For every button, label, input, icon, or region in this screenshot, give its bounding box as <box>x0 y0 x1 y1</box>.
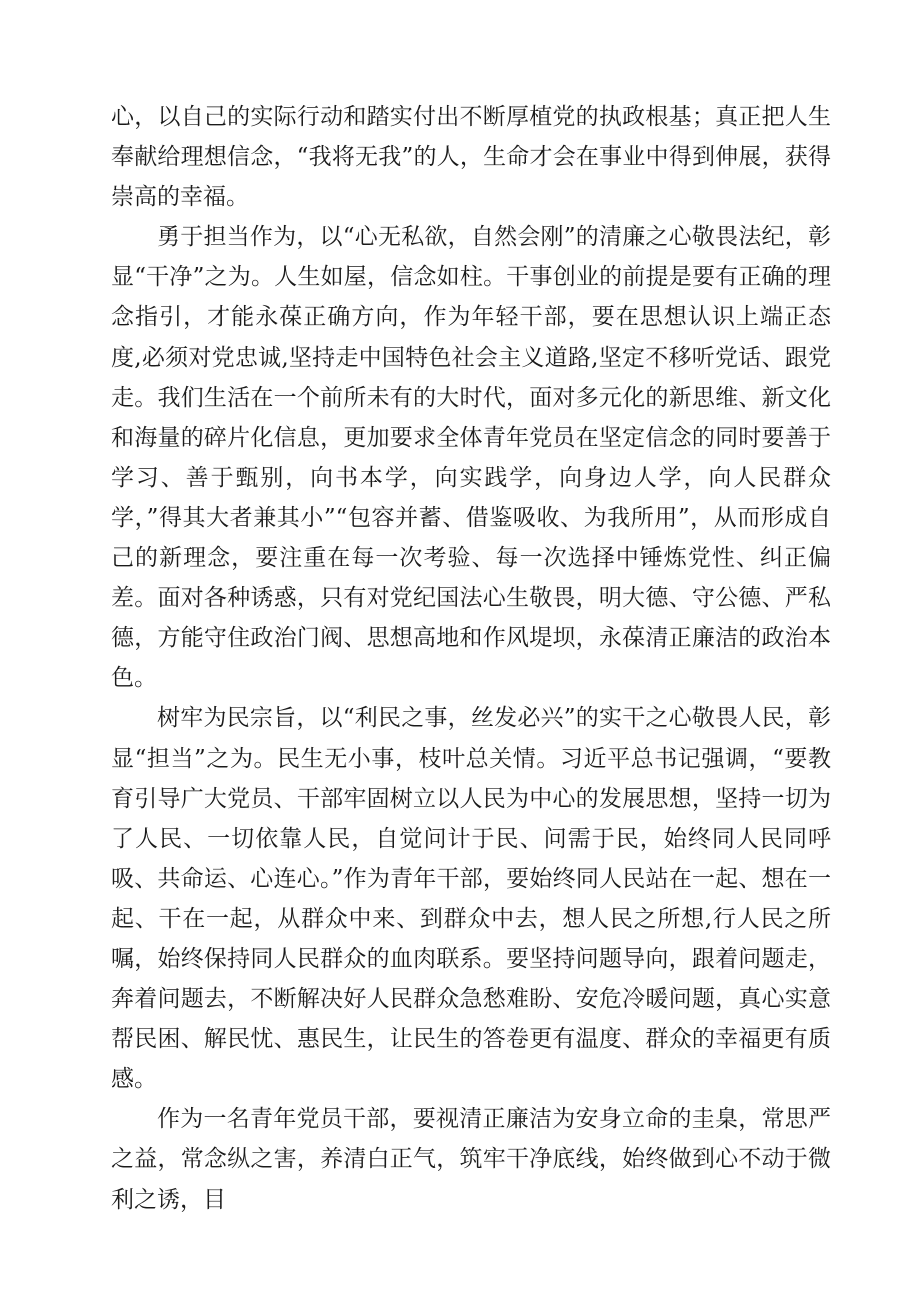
paragraph-3: 树牢为民宗旨，以“利民之事，丝发必兴”的实干之心敬畏人民，彰显“担当”之为。民生无小事，枝叶总关情。习近平总书记强调，“要教育引导广大党员、干部牢固树立以人民为中心的发展思想，坚持一切为了人民、一切依靠人民，自觉问计于民、问需于民，始终同人民同呼吸、共命运、心连心。”作为青年干部，要始终同人民站在一起、想在一起、干在一起，从群众中来、到群众中去，想人民之所想,行人民之所嘱，始终保持同人民群众的血肉联系。要坚持问题导向，跟着问题走，奔着问题去，不断解决好人民群众急愁难盼、安危冷暖问题，真心实意帮民困、解民忧、惠民生，让民生的答卷更有温度、群众的幸福更有质感。 <box>111 705 831 1093</box>
paragraph-1: 心，以自己的实际行动和踏实付出不断厚植党的执政根基；真正把人生奉献给理想信念，“我将无我”的人，生命才会在事业中得到伸展，获得崇高的幸福。 <box>111 104 831 211</box>
paragraph-4: 作为一名青年党员干部，要视清正廉洁为安身立命的圭臬，常思严之益，常念纵之害，养清白正气，筑牢干净底线，始终做到心不动于微利之诱，目 <box>111 1106 831 1213</box>
body-text <box>111 97 831 1220</box>
paragraph-2: 勇于担当作为，以“心无私欲，自然会刚”的清廉之心敬畏法纪，彰显“干净”之为。人生如屋，信念如柱。干事创业的前提是要有正确的理念指引，才能永葆正确方向，作为年轻干部，要在思想认识上端正态度,必须对党忠诚,坚持走中国特色社会主义道路,坚定不移听党话、跟党走。我们生活在一个前所未有的大时代，面对多元化的新思维、新文化和海量的碎片化信息，更加要求全体青年党员在坚定信念的同时要善于学习、善于甄别，向书本学，向实践学，向身边人学，向人民群众学，”得其大者兼其小”“包容并蓄、借鉴吸收、为我所用”，从而形成自己的新理念，要注重在每一次考验、每一次选择中锤炼党性、纠正偏差。面对各种诱惑，只有对党纪国法心生敬畏，明大德、守公德、严私德，方能守住政治门阀、思想高地和作风堤坝，永葆清正廉洁的政治本色。 <box>111 224 831 692</box>
